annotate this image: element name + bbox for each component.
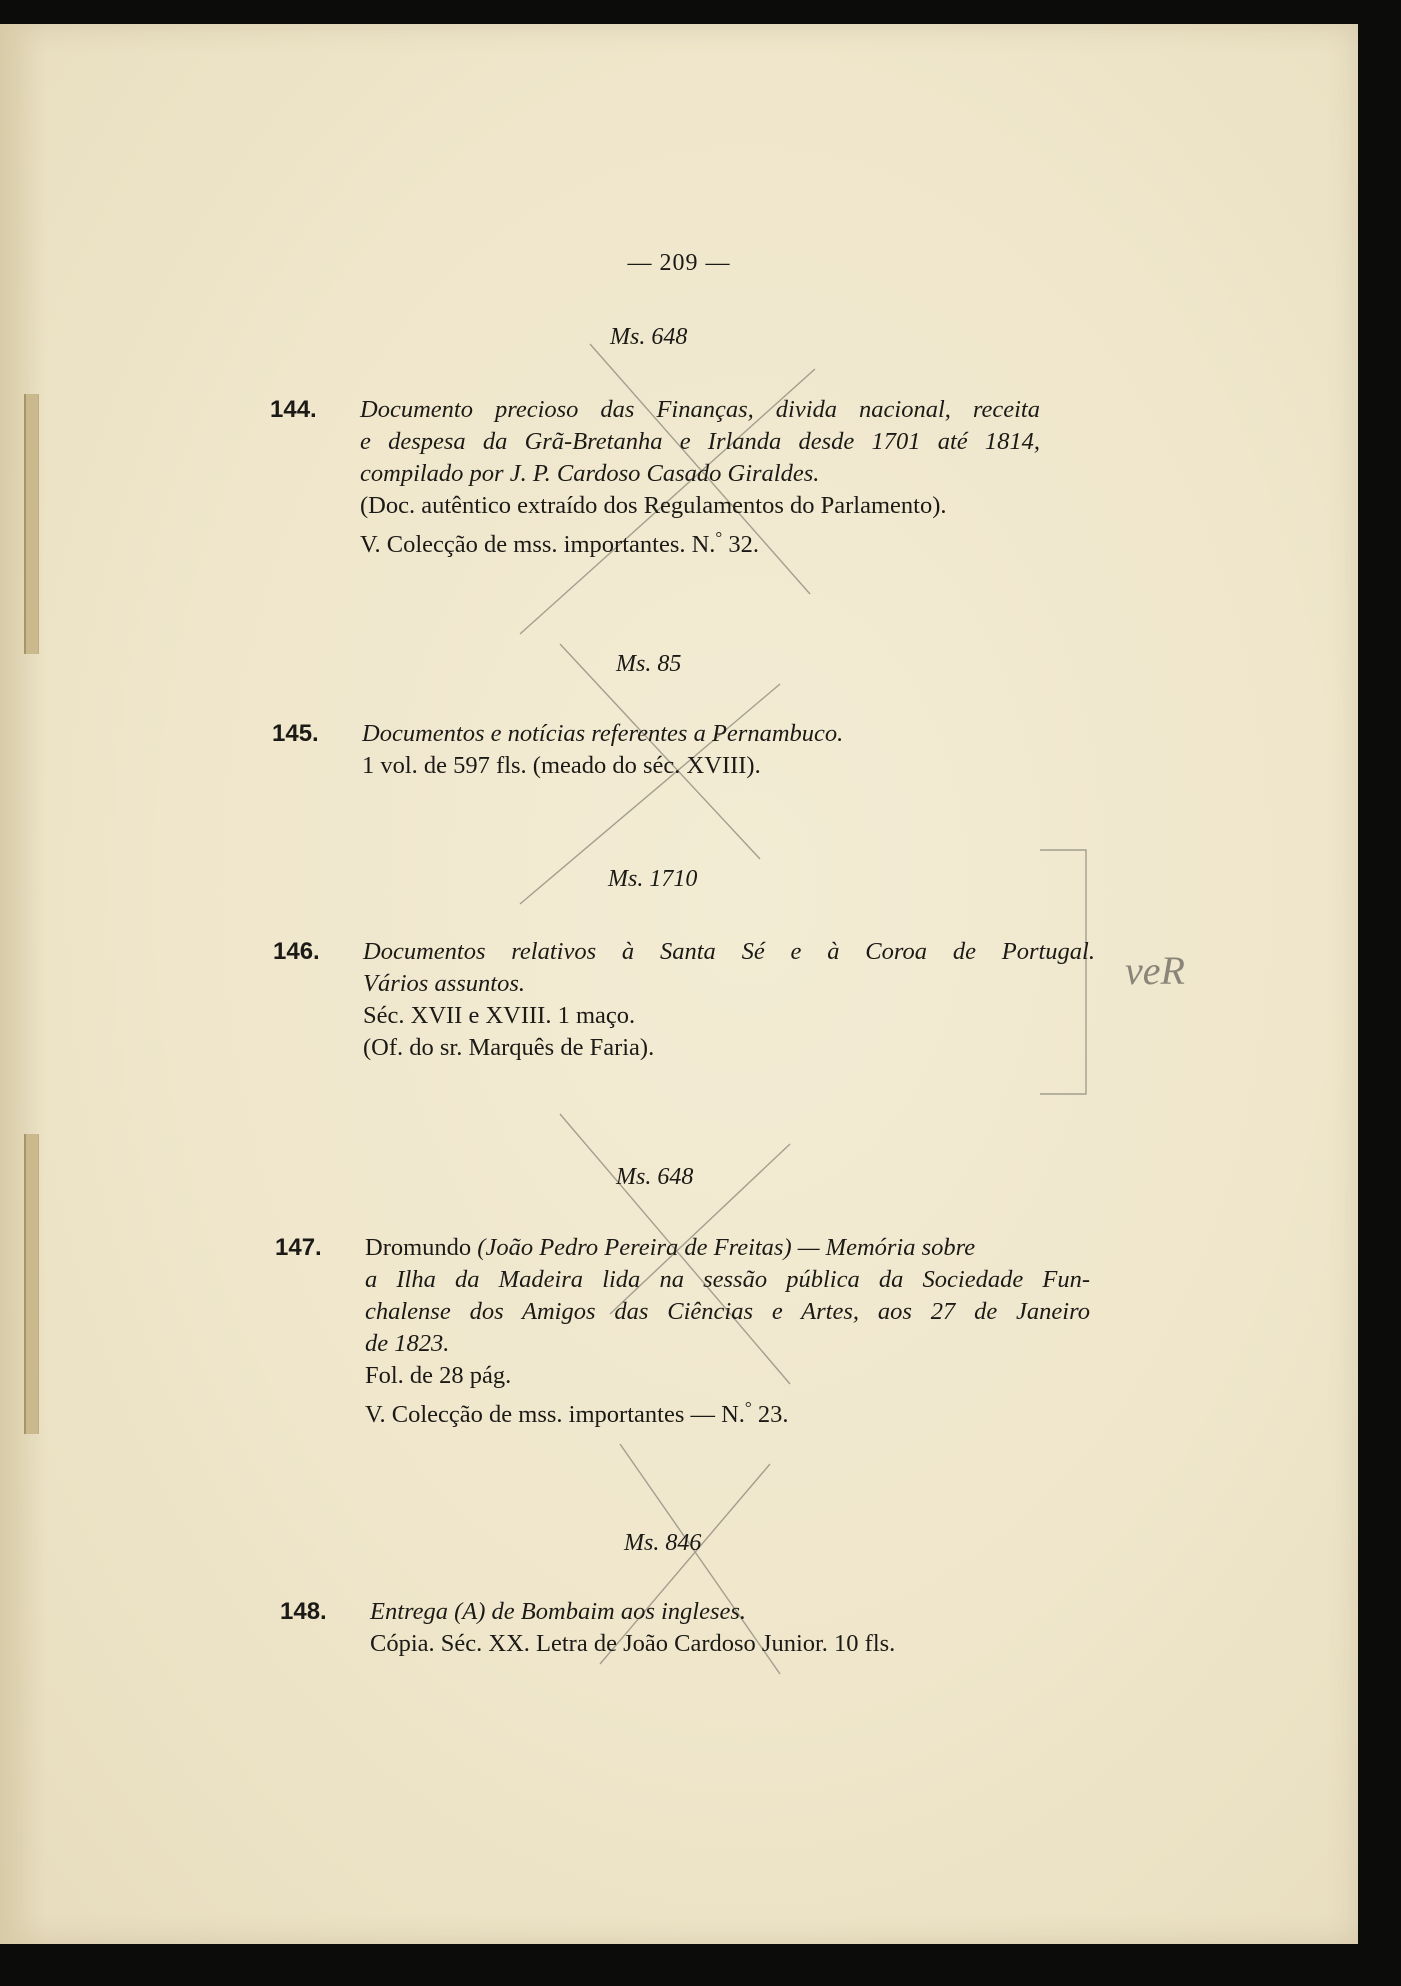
catalogue-entry (275, 1232, 1090, 1431)
pencil-annotation: veR (1125, 948, 1185, 993)
manuscript-heading: Ms. 846 (624, 1530, 702, 1556)
entry-line: Vários assuntos. (363, 970, 526, 997)
manuscript-heading: Ms. 648 (610, 324, 688, 350)
catalogue-page (0, 24, 1358, 1944)
entry-line: V. Colecção de mss. importantes — N.° 23. (365, 1398, 789, 1429)
entry-number: 148. (280, 1598, 327, 1625)
entry-line: Cópia. Séc. XX. Letra de João Cardoso Junior. 10 fls. (370, 1630, 896, 1657)
page-number: — 209 — (627, 250, 731, 276)
catalogue-entry (273, 936, 1095, 1064)
entry-line: (Of. do sr. Marquês de Faria). (363, 1034, 655, 1061)
entry-line: (Doc. autêntico extraído dos Regulamentos do Parlamento). (360, 492, 947, 519)
entry-number: 147. (275, 1234, 322, 1261)
entry-number: 146. (273, 938, 320, 965)
entry-line: de 1823. (365, 1330, 450, 1357)
entry-line: Entrega (A) de Bombaim aos ingleses. (370, 1598, 747, 1625)
entry-line: compilado por J. P. Cardoso Casado Giraldes. (360, 460, 820, 487)
entry-line: Séc. XVII e XVIII. 1 maço. (363, 1002, 636, 1029)
entry-line: a Ilha da Madeira lida na sessão pública da Sociedade Fun- (365, 1266, 1090, 1293)
manuscript-heading: Ms. 648 (616, 1164, 694, 1190)
entry-line: 1 vol. de 597 fls. (meado do séc. XVIII). (362, 752, 761, 779)
entry-line: Documento precioso das Finanças, divida nacional, receita (360, 396, 1040, 423)
binding-stitch (24, 394, 39, 654)
entry-line: Documentos e notícias referentes a Pernambuco. (362, 720, 844, 747)
catalogue-entry (270, 394, 1040, 561)
entry-line: Fol. de 28 pág. (365, 1362, 512, 1389)
catalogue-entry (272, 718, 1042, 782)
binding-edge (0, 24, 46, 1944)
entry-number: 145. (272, 720, 319, 747)
entry-line: Dromundo (João Pedro Pereira de Freitas) — Memória sobre (365, 1234, 976, 1261)
manuscript-heading: Ms. 85 (616, 651, 682, 677)
entry-line: Documentos relativos à Santa Sé e à Coroa de Portugal. (363, 938, 1095, 965)
catalogue-entry (280, 1596, 1090, 1660)
entry-line: chalense dos Amigos das Ciências e Artes, aos 27 de Janeiro (365, 1298, 1090, 1325)
entry-line: e despesa da Grã-Bretanha e Irlanda desde 1701 até 1814, (360, 428, 1040, 455)
binding-stitch (24, 1134, 39, 1434)
entry-number: 144. (270, 396, 317, 423)
manuscript-heading: Ms. 1710 (608, 866, 698, 892)
entry-line: V. Colecção de mss. importantes. N.° 32. (360, 528, 760, 559)
